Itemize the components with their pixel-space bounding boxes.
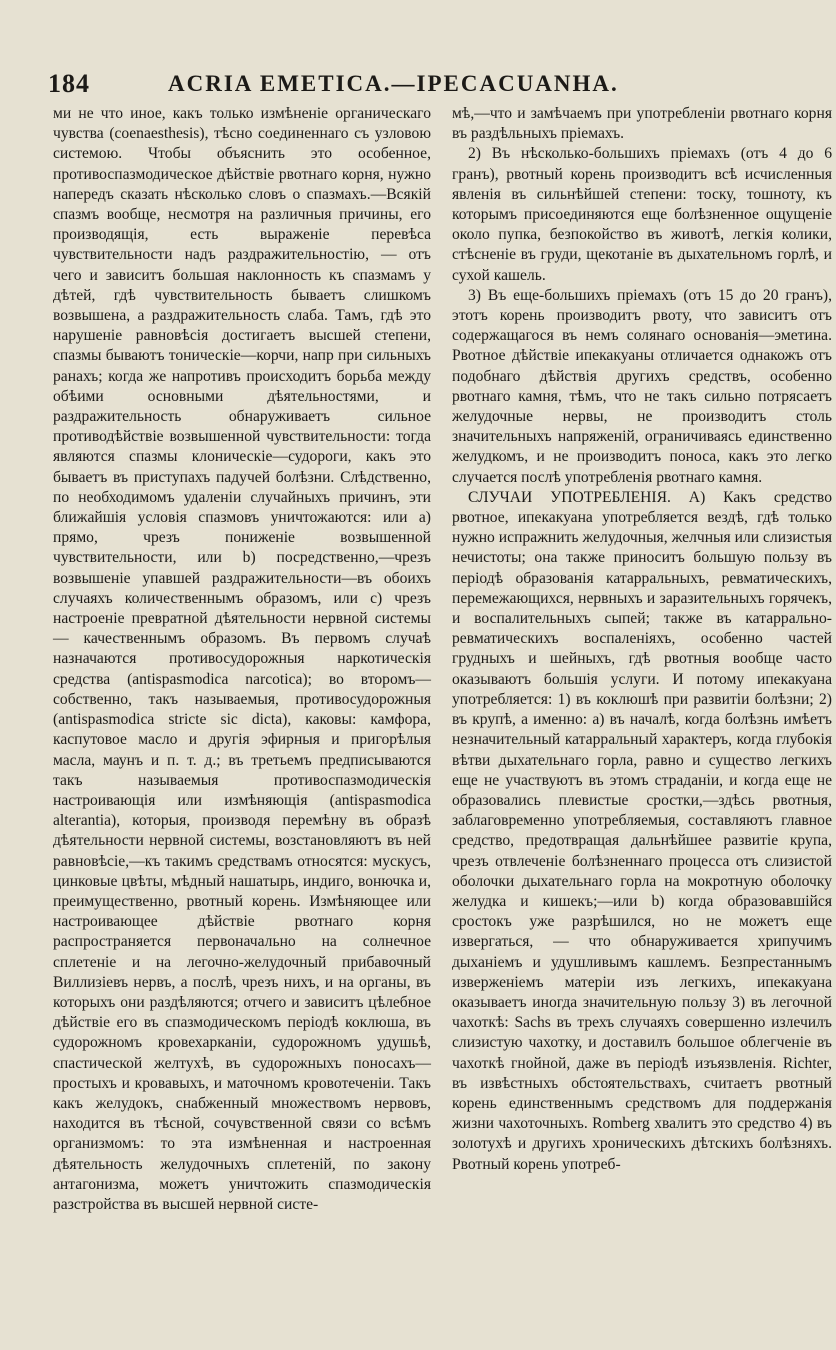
paragraph: СЛУЧАИ УПОТРЕБЛЕНІЯ. А) Какъ средство рвотное, ипекакуана употребляется вездѣ, гдѣ только нужно испражнить желудочныя, желчныя или слизистыя нечистоты; она также приноситъ большую пользу въ періодѣ образованія катарральныхъ, ревматическихъ, перемежающихся, нервныхъ и заразительныхъ горячекъ, и воспалительныхъ сыпей; также въ катаррально-ревматическихъ воспаленіяхъ, особенно частей грудныхъ и шейныхъ, гдѣ рвотныя вообще часто оказываютъ большія услуги. И потому ипекакуана употребляется: 1) въ коклюшѣ при развитіи болѣзни; 2) въ крупѣ, а именно: а) въ началѣ, когда болѣзнь имѣетъ незначительный катарральный характеръ, когда глубокія вѣтви дыхательнаго горла, равно и существо легкихъ еще не участвуютъ въ этомъ страданіи, и когда еще не образовались плевистые сростки,—здѣсь рвотныя, заблаговременно употребляемыя, составляютъ главное средство, предотвращая дальнѣйшее развитіе крупа, чрезъ отвлеченіе болѣзненнаго процесса отъ слизистой оболочки дыхательнаго горла на мокротную оболочку желудка и кишекъ;—или b) когда образовавшійся сростокъ уже разрѣшился, но не можетъ еще извергаться, — что обнаруживается хрипучимъ дыханіемъ и удушливымъ кашлемъ. Безпрестаннымъ изверженіемъ матеріи изъ легкихъ, ипекакуана оказываетъ иногда значительную пользу 3) въ легочной чахоткѣ: Sachs въ трехъ случаяхъ совершенно излечилъ слизистую чахотку, и доставилъ большое облегченіе въ чахоткѣ гнойной, даже въ періодѣ изъязвленія. Richter, въ извѣстныхъ обстоятельствахъ, считаетъ рвотный корень единственнымъ средствомъ для поддержанія жизни чахоточныхъ. Romberg хвалитъ это средство 4) въ золотухѣ и другихъ хроническихъ дѣтскихъ болѣзняхъ. Рвотный корень употреб- (452, 488, 832, 1173)
paragraph: ми не что иное, какъ только измѣненіе органическаго чувства (coenaesthesis), тѣсно соединеннаго съ узловою системою. Чтобы объяснить это особенное, противоспазмодическое дѣйствіе рвотнаго корня, нужно напередъ сказать нѣсколько словъ о спазмахъ.—Всякій спазмъ вообще, несмотря на различныя причины, его производящія, есть выраженіе перевѣса чувствительности надъ раздражительностію, — отъ чего и зависитъ большая наклонность къ спазмамъ у дѣтей, гдѣ чувствительность бываетъ слишкомъ возвышена, а раздражительность слаба. Тамъ, гдѣ это нарушеніе равновѣсія достигаетъ высшей степени, спазмы бываютъ тоническіе—корчи, напр при сильныхъ ранахъ; когда же напротивъ происходитъ борьба между обѣими основными дѣятельностями, и раздражительность обнаруживаетъ сильное противодѣйствіе возвышенной чувствительности: тогда являются спазмы клоническіе—судороги, какъ это бываетъ въ приступахъ падучей болѣзни. Слѣдственно, по необходимомъ удаленіи случайныхъ причинъ, эти ближайшія условія спазмовъ уничтожаются: или а) прямо, чрезъ пониженіе возвышенной чувствительности, или b) посредственно,—чрезъ возвышеніе упавшей раздражительности—въ обоихъ случаяхъ количественнымъ образомъ, или с) чрезъ настроеніе превратной дѣятельности нервной системы — качественнымъ образомъ. Въ первомъ случаѣ назначаются противосудорожныя наркотическія средства (antispasmodica narcotica); во второмъ—собственно, такъ называемыя, противосудорожныя (antispasmodica stricte sic dicta), каковы: камфора, каспутовое масло и другія эфирныя и пригорѣлыя масла, маунъ и п. т. д.; въ третьемъ предписываются такъ называемыя противоспазмодическія настроивающія или измѣняющія (antispasmodica alterantia), которыя, производя перемѣну въ образѣ дѣятельности нервной системы, возстановляютъ въ ней равновѣсіе,—къ такимъ средствамъ относятся: мускусъ, цинковые цвѣты, мѣдный нашатырь, индиго, вонючка и, преимущественно, рвотный корень. Измѣняющее или настроивающее дѣйствіе рвотнаго корня распространяется первоначально на солнечное сплетеніе и на легочно-желудочный прибавочный Виллизіевъ нервъ, а послѣ, чрезъ нихъ, и на органы, въ которыхъ они раздѣляются; отчего и зависитъ цѣлебное дѣйствіе его въ спазмодическомъ періодѣ коклюша, въ судорожномъ кровехарканіи, судорожномъ удушьѣ, спастической желтухѣ, въ судорожныхъ поносахъ—простыхъ и кровавыхъ, и маточномъ кровотеченіи. Такъ какъ желудокъ, снабженный множествомъ нервовъ, находится въ тѣсной, сочувственной связи со всѣмъ организмомъ: то эта измѣненная и настроенная дѣятельность желудочныхъ сплетеній, по закону антагонизма, можетъ уничтожить спазмодическія разстройства въ высшей нервной систе- (53, 105, 431, 1213)
paragraph: мѣ,—что и замѣчаемъ при употребленіи рвотнаго корня въ раздѣльныхъ пріемахъ. (452, 105, 832, 143)
left-column (53, 104, 431, 1215)
page-number: 184 (48, 69, 90, 98)
right-column (452, 104, 832, 1175)
paragraph: 3) Въ еще-большихъ пріемахъ (отъ 15 до 20 гранъ), этотъ корень производитъ рвоту, что зависитъ отъ содержащагося въ немъ солянаго основанія—эметина. Рвотное дѣйствіе ипекакуаны отличается однакожъ отъ подобнаго дѣйствія другихъ средствъ, особенно рвотнаго камня, тѣмъ, что не такъ сильно потрясаетъ желудочные нервы, не производитъ столь значительныхъ напряженій, ограничиваясь единственно желудкомъ, и не производитъ поноса, какъ это легко случается послѣ употребленія рвотнаго камня. (452, 286, 832, 486)
paragraph: 2) Въ нѣсколько-большихъ пріемахъ (отъ 4 до 6 гранъ), рвотный корень производитъ всѣ исчисленныя явленія въ сильнѣйшей степени: тоску, тошноту, къ которымъ присоединяются еще болѣзненное ощущеніе около пупка, безпокойство въ животѣ, легкія колики, стѣсненіе въ груди, щекотаніе въ дыхательномъ горлѣ, и сухой кашель. (452, 145, 832, 284)
running-title: ACRIA EMETICA.—IPECACUANHA. (168, 71, 619, 96)
page-header (48, 66, 828, 102)
